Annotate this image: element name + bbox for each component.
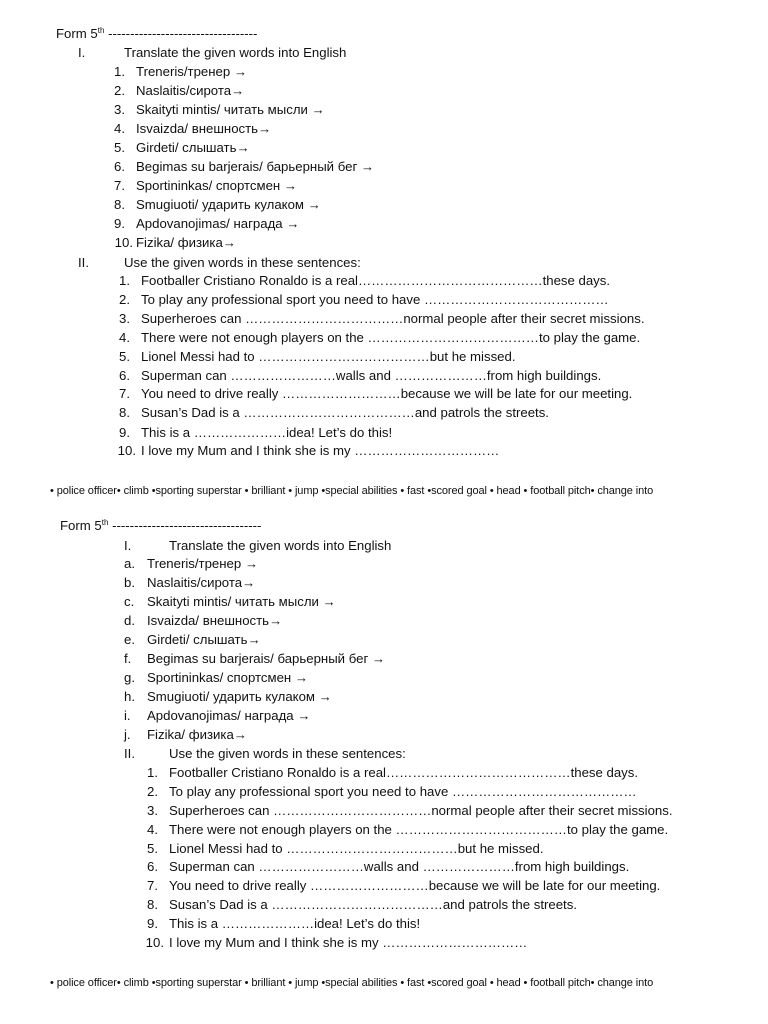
- list-marker: 5.: [119, 349, 130, 364]
- list-marker: 3.: [147, 803, 158, 818]
- form-heading: Form 5th ----------------------------------: [60, 518, 262, 533]
- list-item: Lionel Messi had to …………………………………but he missed.: [169, 841, 544, 856]
- list-item: Superman can ……………………walls and …………………from high buildings.: [169, 859, 630, 874]
- list-item: Footballer Cristiano Ronaldo is a real……………………………………these days.: [169, 765, 639, 780]
- section2-numeral: II.: [78, 255, 89, 270]
- list-marker: 4.: [114, 121, 125, 136]
- list-marker: 1.: [147, 765, 158, 780]
- list-item: Treneris/тренер →: [147, 556, 259, 571]
- word-bank: • police officer• climb •sporting superstar • brilliant • jump •special abilities • fast •scored goal • head • football pitch• change into: [50, 977, 654, 989]
- list-marker: i.: [124, 708, 131, 723]
- list-item: Sportininkas/ спортсмен →: [136, 178, 298, 193]
- list-item: Sportininkas/ спортсмен →: [147, 670, 309, 685]
- list-item: Smugiuoti/ ударить кулаком →: [147, 689, 332, 704]
- list-item: This is a …………………idea! Let’s do this!: [141, 425, 393, 440]
- list-item: Susan’s Dad is a …………………………………and patrols the streets.: [169, 897, 577, 912]
- list-item: Apdovanojimas/ награда →: [136, 216, 300, 231]
- section1-numeral: I.: [124, 538, 132, 553]
- list-item: There were not enough players on the …………………………………to play the game.: [141, 330, 641, 345]
- list-item: Begimas su barjerais/ барьерный бег →: [136, 159, 375, 174]
- list-marker: e.: [124, 632, 135, 647]
- list-marker: 6.: [147, 859, 158, 874]
- list-item: You need to drive really ………………………because we will be late for our meeting.: [169, 878, 661, 893]
- list-marker: 7.: [114, 178, 125, 193]
- list-marker: 1.: [114, 64, 125, 79]
- list-item: To play any professional sport you need to have ……………………………………: [141, 292, 609, 307]
- list-marker: b.: [124, 575, 135, 590]
- section1-title: Translate the given words into English: [124, 45, 347, 60]
- list-marker: 7.: [147, 878, 158, 893]
- section1-numeral: I.: [78, 45, 86, 60]
- section1-title: Translate the given words into English: [169, 538, 392, 553]
- list-item: Fizika/ физика→: [147, 727, 247, 742]
- list-item: This is a …………………idea! Let’s do this!: [169, 916, 421, 931]
- list-marker: c.: [124, 594, 135, 609]
- list-marker: 2.: [114, 83, 125, 98]
- list-item: To play any professional sport you need to have ……………………………………: [169, 784, 637, 799]
- list-marker: 9.: [119, 425, 130, 440]
- list-marker: 9.: [147, 916, 158, 931]
- list-marker: 4.: [147, 822, 158, 837]
- section2-title: Use the given words in these sentences:: [124, 255, 361, 270]
- list-marker: 10.: [114, 235, 133, 250]
- list-marker: 3.: [119, 311, 130, 326]
- list-item: Skaityti mintis/ читать мысли →: [136, 102, 325, 117]
- list-item: I love my Mum and I think she is my ……………………………: [141, 443, 500, 458]
- list-item: Fizika/ физика→: [136, 235, 236, 250]
- list-marker: 4.: [119, 330, 130, 345]
- list-marker: 10.: [145, 935, 164, 950]
- list-item: Superheroes can ………………………………normal people after their secret missions.: [141, 311, 645, 326]
- list-item: Skaityti mintis/ читать мысли →: [147, 594, 336, 609]
- list-marker: 10.: [117, 443, 136, 458]
- list-item: Lionel Messi had to …………………………………but he missed.: [141, 349, 516, 364]
- list-item: Footballer Cristiano Ronaldo is a real……………………………………these days.: [141, 273, 611, 288]
- list-item: Girdeti/ слышать→: [136, 140, 250, 155]
- list-item: You need to drive really ………………………because we will be late for our meeting.: [141, 386, 633, 401]
- list-item: Smugiuoti/ ударить кулаком →: [136, 197, 321, 212]
- list-item: Superheroes can ………………………………normal people after their secret missions.: [169, 803, 673, 818]
- list-marker: 3.: [114, 102, 125, 117]
- list-marker: a.: [124, 556, 135, 571]
- list-item: Treneris/тренер →: [136, 64, 248, 79]
- list-marker: h.: [124, 689, 135, 704]
- list-marker: 2.: [147, 784, 158, 799]
- list-marker: 6.: [114, 159, 125, 174]
- list-marker: 8.: [119, 405, 130, 420]
- list-marker: 6.: [119, 368, 130, 383]
- section2-numeral: II.: [124, 746, 135, 761]
- list-marker: j.: [124, 727, 131, 742]
- list-marker: 5.: [147, 841, 158, 856]
- list-marker: 7.: [119, 386, 130, 401]
- list-marker: 9.: [114, 216, 125, 231]
- list-marker: g.: [124, 670, 135, 685]
- list-marker: d.: [124, 613, 135, 628]
- list-item: Isvaizda/ внешность→: [147, 613, 283, 628]
- list-marker: 5.: [114, 140, 125, 155]
- list-marker: f.: [124, 651, 132, 666]
- list-item: Naslaitis/сирота→: [136, 83, 245, 98]
- list-item: I love my Mum and I think she is my ……………………………: [169, 935, 528, 950]
- list-marker: 2.: [119, 292, 130, 307]
- list-item: Susan’s Dad is a …………………………………and patrols the streets.: [141, 405, 549, 420]
- section2-title: Use the given words in these sentences:: [169, 746, 406, 761]
- list-marker: 8.: [147, 897, 158, 912]
- list-item: There were not enough players on the …………………………………to play the game.: [169, 822, 669, 837]
- list-item: Superman can ……………………walls and …………………from high buildings.: [141, 368, 602, 383]
- list-marker: 1.: [119, 273, 130, 288]
- list-marker: 8.: [114, 197, 125, 212]
- word-bank: • police officer• climb •sporting superstar • brilliant • jump •special abilities • fast •scored goal • head • football pitch• change into: [50, 485, 654, 497]
- form-heading: Form 5th ----------------------------------: [56, 26, 258, 41]
- list-item: Girdeti/ слышать→: [147, 632, 261, 647]
- list-item: Begimas su barjerais/ барьерный бег →: [147, 651, 386, 666]
- list-item: Naslaitis/сирота→: [147, 575, 256, 590]
- list-item: Apdovanojimas/ награда →: [147, 708, 311, 723]
- list-item: Isvaizda/ внешность→: [136, 121, 272, 136]
